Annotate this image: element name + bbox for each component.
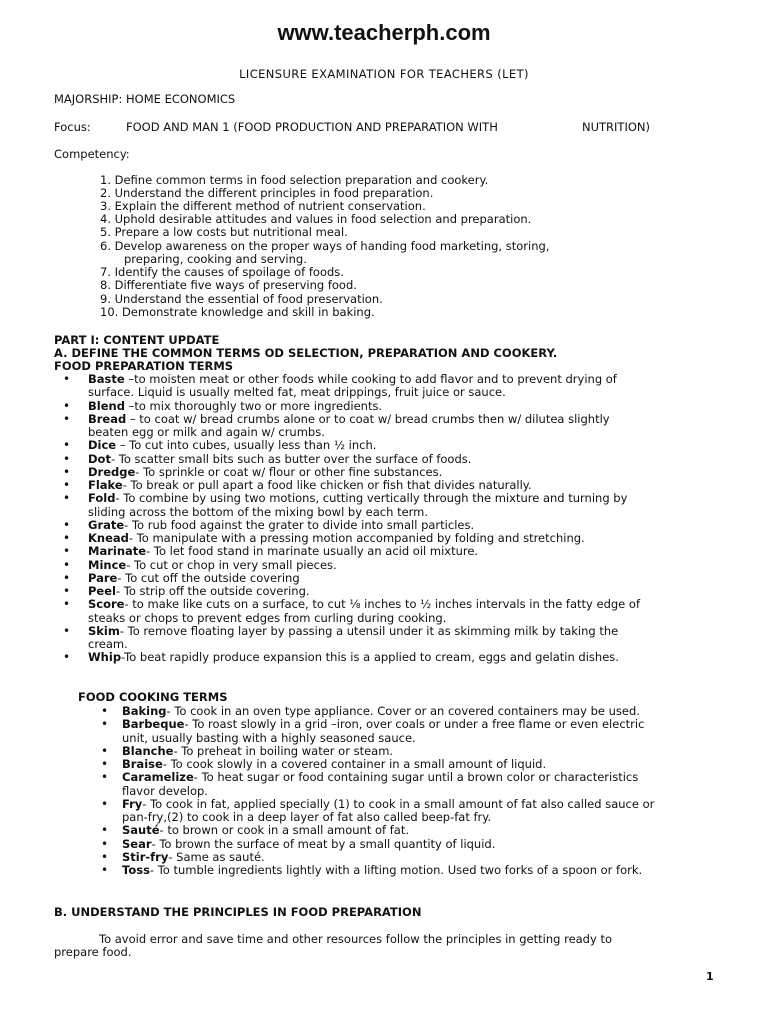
bullet-icon: • [101,717,109,732]
term-definition: - To let food stand in marinate usually an acid oil mixture. [146,544,479,559]
term-definition: - To scatter small bits such as butter over the surface of foods. [110,451,472,466]
term-name: Blanche [122,743,174,758]
bullet-icon: • [63,570,71,585]
term-definition-continued: unit, usually basting with a highly seasoned sauce. [122,730,416,745]
term-definition: - To tumble ingredients lightly with a lifting motion. Used two forks of a spoon or fork. [149,863,643,877]
term-definition: - To cook in fat, applied specially (1) to cook in a small amount of fat also called sauce or [142,796,655,811]
term-name: Stir-fry [122,849,169,864]
term-definition: - To cut or chop in very small pieces. [126,557,337,572]
competency-item: 2. Understand the different principles in food preparation. [100,186,434,200]
term-entry [122,745,393,758]
term-name: Sauté [122,823,160,838]
bullet-icon: • [101,796,109,811]
term-entry [122,771,638,784]
bullet-icon: • [101,704,109,718]
term-name: Braise [122,757,163,771]
bullet-icon: • [101,849,109,864]
term-name: Knead [88,531,129,545]
term-name: Blend [88,398,125,413]
page-number: 1 [706,970,714,983]
term-definition: - To combine by using two motions, cutting vertically through the mixture and turning by [115,491,628,506]
focus-text: FOOD AND MAN 1 (FOOD PRODUCTION AND PREPARATION WITH [126,120,498,134]
term-entry [88,400,382,413]
section-b-paragraph-line2: prepare food. [54,945,132,959]
bullet-icon: • [63,491,71,506]
competency-item: 1. Define common terms in food selection preparation and cookery. [100,173,489,187]
term-definition: - To cook in an oven type appliance. Cover or an covered containers may be used. [166,704,640,718]
term-entry [88,651,619,664]
term-definition: - To cook slowly in a covered container in a small amount of liquid. [162,757,547,771]
term-entry [122,851,265,864]
competency-item: 5. Prepare a low costs but nutritional meal. [100,225,348,239]
term-name: Peel [88,584,116,598]
competency-item: 4. Uphold desirable attitudes and values in food selection and preparation. [100,212,532,226]
term-entry [122,824,409,837]
term-definition-continued: pan-fry,(2) to cook in a deep layer of fat also called beep-fat fry. [122,810,492,824]
part1-title: PART I: CONTENT UPDATE [54,333,220,347]
term-name: Fry [122,796,143,811]
bullet-icon: • [63,531,71,545]
term-entry [88,545,478,558]
term-name: Grate [88,517,125,532]
term-name: Score [88,597,125,612]
term-name: Toss [122,863,150,877]
term-definition: - To brown the surface of meat by a small quantity of liquid. [151,836,496,851]
term-entry [88,572,300,585]
term-entry [88,439,376,452]
bullet-icon: • [63,411,71,426]
term-name: Dredge [88,464,136,479]
competency-label: Competency: [54,147,130,161]
bullet-icon: • [101,770,109,785]
term-entry [122,864,642,877]
term-definition-continued: beaten egg or milk and again w/ crumbs. [88,425,325,439]
term-name: Baste [88,372,125,386]
term-entry [122,838,495,851]
term-entry [88,466,442,479]
term-name: Pare [88,570,118,585]
bullet-icon: • [63,398,71,413]
focus-label: Focus: [54,120,91,134]
competency-item: 3. Explain the different method of nutrient conservation. [100,199,426,213]
term-entry [122,705,640,718]
term-name: Dice [88,438,117,453]
term-definition: - Same as sauté. [168,849,265,864]
term-definition: - To heat sugar or food containing sugar until a brown color or characteristics [193,770,639,785]
section-b-title: B. UNDERSTAND THE PRINCIPLES IN FOOD PREPARATION [54,905,422,919]
term-entry [88,625,618,638]
term-name: Dot [88,451,111,466]
term-entry [88,532,585,545]
section-b-paragraph-line1: To avoid error and save time and other resources follow the principles in getting ready to [99,932,612,946]
term-definition: - To sprinkle or coat w/ flour or other fine substances. [135,464,443,479]
term-definition: - To manipulate with a pressing motion accompanied by folding and stretching. [128,531,585,545]
term-definition: - To preheat in boiling water or steam. [173,743,394,758]
bullet-icon: • [63,584,71,598]
term-definition: – to coat w/ bread crumbs alone or to coat w/ bread crumbs then w/ dilutea slightly [126,411,610,426]
term-definition: - To cut off the outside covering [117,570,300,585]
bullet-icon: • [101,836,109,851]
focus-tail: NUTRITION) [582,120,650,134]
bullet-icon: • [63,623,71,638]
term-definition-continued: flavor develop. [122,783,208,798]
bullet-icon: • [63,478,71,492]
bullet-icon: • [101,863,109,877]
bullet-icon: • [63,372,71,386]
term-entry [88,492,627,505]
term-name: Marinate [88,544,147,559]
term-definition: - To break or pull apart a food like chicken or fish that divides naturally. [122,478,532,492]
cooking-terms-heading: FOOD COOKING TERMS [78,690,228,704]
term-name: Baking [122,704,167,718]
bullet-icon: • [63,557,71,572]
competency-item: 6. Develop awareness on the proper ways of handing food marketing, storing, [100,239,550,253]
term-definition: - to make like cuts on a surface, to cut ⅛ inches to ½ inches intervals in the fatty edge of [124,597,640,612]
section-a-title: A. DEFINE THE COMMON TERMS OD SELECTION, PREPARATION AND COOKERY. [54,346,558,360]
term-entry [88,559,337,572]
term-entry [88,585,310,598]
term-name: Barbeque [122,717,185,732]
term-definition-continued: sliding across the bottom of the mixing bowl by each term. [88,504,429,519]
site-title: www.teacherph.com [277,20,491,45]
term-definition: –to mix thoroughly two or more ingredients. [124,398,383,413]
term-name: Whip [88,650,122,665]
term-definition: - to brown or cook in a small amount of fat. [159,823,409,838]
term-definition: - To strip off the outside covering. [115,584,310,598]
term-entry [88,413,610,426]
bullet-icon: • [101,823,109,838]
term-definition: – To cut into cubes, usually less than ½ inch. [116,438,377,453]
majorship-line: MAJORSHIP: HOME ECONOMICS [54,92,236,106]
term-definition: -To beat rapidly produce expansion this is a applied to cream, eggs and gelatin dishes. [121,650,619,665]
bullet-icon: • [63,544,71,559]
bullet-icon: • [63,464,71,479]
term-name: Flake [88,478,123,492]
exam-title: LICENSURE EXAMINATION FOR TEACHERS (LET) [239,67,529,81]
competency-item: 7. Identify the causes of spoilage of foods. [100,265,344,279]
term-name: Fold [88,491,116,506]
term-name: Sear [122,836,152,851]
term-name: Skim [88,623,120,638]
term-definition-continued: cream. [88,637,128,651]
term-definition: - To roast slowly in a grid –iron, over coals or under a free flame or even electric [184,717,645,732]
term-entry [122,718,644,731]
term-name: Bread [88,411,127,426]
term-name: Caramelize [122,770,194,785]
term-entry [122,758,546,771]
competency-item: 9. Understand the essential of food preservation. [100,292,383,306]
term-entry [122,798,654,811]
competency-item: 10. Demonstrate knowledge and skill in baking. [100,305,375,319]
bullet-icon: • [63,517,71,532]
competency-item: preparing, cooking and serving. [124,252,307,266]
term-definition-continued: surface. Liquid is usually melted fat, meat drippings, fruit juice or sauce. [88,385,506,400]
term-definition: - To remove floating layer by passing a utensil under it as skimming milk by taking the [119,623,619,638]
bullet-icon: • [63,451,71,466]
competency-item: 8. Differentiate five ways of preserving food. [100,278,357,292]
term-entry [88,453,471,466]
term-definition: –to moisten meat or other foods while cooking to add flavor and to prevent drying of [124,372,617,386]
term-entry [88,479,532,492]
term-name: Mince [88,557,127,572]
bullet-icon: • [63,650,71,665]
bullet-icon: • [101,743,109,758]
term-entry [88,598,640,611]
bullet-icon: • [101,757,109,771]
term-entry [88,373,617,386]
prep-terms-heading: FOOD PREPARATION TERMS [54,359,234,373]
term-definition-continued: steaks or chops to prevent edges from curling during cooking. [88,610,447,625]
term-definition: - To rub food against the grater to divide into small particles. [124,517,475,532]
bullet-icon: • [63,438,71,453]
term-entry [88,519,474,532]
bullet-icon: • [63,597,71,612]
